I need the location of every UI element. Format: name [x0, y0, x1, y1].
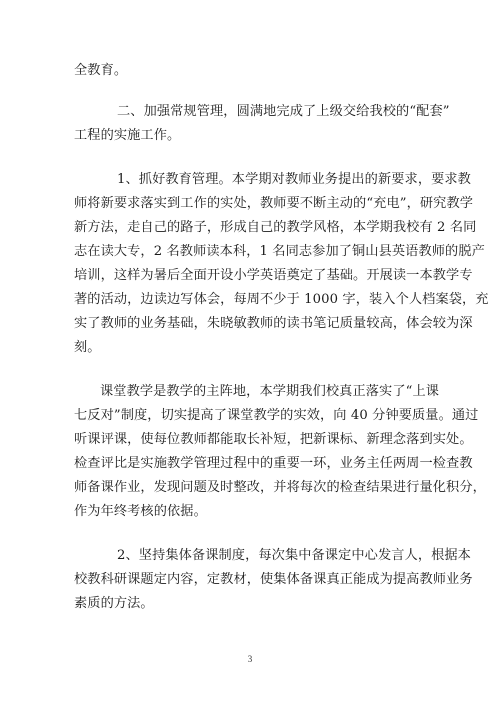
paragraph-line: 师备课作业，发现问题及时整改，并将每次的检查结果进行量化积分，: [74, 480, 486, 495]
paragraph-line: 培训，这样为暑后全面开设小学英语奠定了基础。开展读一本教学专: [74, 268, 473, 283]
section-heading-cont: 工程的实施工作。: [74, 128, 181, 143]
paragraph-line: 课堂教学是教学的主阵地，本学期我们校真正落实了“上课: [100, 384, 440, 399]
paragraph-line: 新方法，走自己的路子，形成自己的教学风格，本学期我校有 2 名同: [74, 220, 477, 235]
paragraph-line: 著的活动，边读边写体会，每周不少于 1000 字，装入个人档案袋，充: [74, 292, 489, 307]
paragraph-line: 刻。: [74, 340, 101, 355]
paragraph-line: 实了教师的业务基础，朱晓敏教师的读书笔记质量较高，体会较为深: [74, 316, 473, 331]
page-number: 3: [247, 654, 253, 664]
paragraph-line: 校教科研课题定内容，定教材，使集体备课真正能成为提高教师业务: [74, 572, 473, 587]
paragraph-line: 素质的方法。: [74, 596, 154, 611]
paragraph-line: 师将新要求落实到工作的实处，教师要不断主动的“充电”，研究教学: [74, 196, 474, 211]
paragraph-line: 作为年终考核的依据。: [74, 504, 207, 519]
paragraph-line: 志在读大专，2 名教师读本科，1 名同志参加了铜山县英语教师的脱产: [74, 244, 485, 259]
paragraph-line: 1、抓好教育管理。本学期对教师业务提出的新要求，要求教: [117, 172, 471, 187]
paragraph-line: 七反对”制度，切实提高了课堂教学的实效，向 40 分钟要质量。通过: [74, 408, 479, 423]
section-heading: 二、加强常规管理，圆满地完成了上级交给我校的“配套”: [117, 104, 450, 119]
paragraph-line: 2、坚持集体备课制度，每次集中备课定中心发言人，根据本: [117, 548, 471, 563]
paragraph-line: 检查评比是实施教学管理过程中的重要一环，业务主任两周一检查教: [74, 456, 473, 471]
text-line: 全教育。: [74, 63, 128, 78]
paragraph-line: 听课评课，使每位教师都能取长补短，把新课标、新理念落到实处。: [74, 432, 473, 447]
